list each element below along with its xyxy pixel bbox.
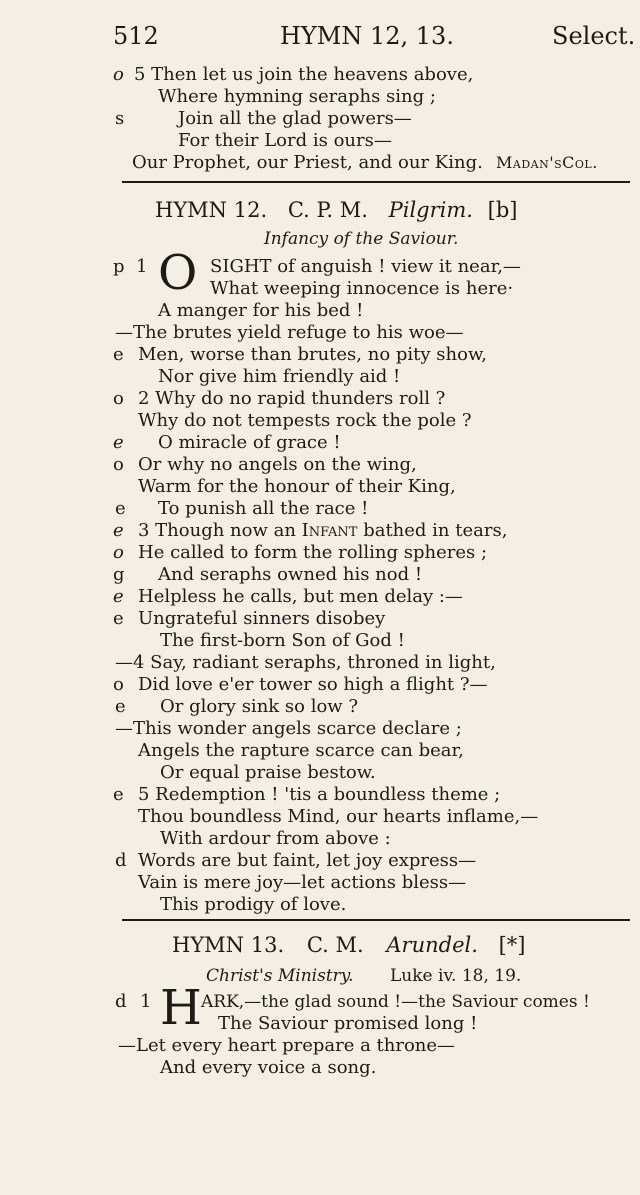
dynamic-mark: d xyxy=(115,850,127,871)
running-title: HYMN 12, 13. xyxy=(280,22,454,50)
dynamic-mark: e xyxy=(113,432,124,453)
verse-line: —4 Say, radiant seraphs, throned in light, xyxy=(115,652,496,673)
hymn-number: HYMN 12. xyxy=(155,198,268,222)
verse-line: O miracle of grace ! xyxy=(158,432,341,453)
hymn-number: HYMN 13. xyxy=(172,933,285,957)
verse-line: Angels the rapture scarce can bear, xyxy=(138,740,464,761)
dynamic-mark: o xyxy=(113,542,124,563)
dynamic-mark: e xyxy=(113,520,124,541)
verse-line: 5 Then let us join the heavens above, xyxy=(134,64,474,85)
verse-line: 5 Redemption ! 'tis a boundless theme ; xyxy=(138,784,501,805)
dynamic-mark: d xyxy=(115,991,127,1012)
hymn-meter: C. M. xyxy=(306,933,364,957)
dynamic-mark: e xyxy=(113,608,124,629)
divider-rule xyxy=(122,181,630,183)
verse-line: And every voice a song. xyxy=(160,1057,377,1078)
verse-line: Our Prophet, our Priest, and our King. xyxy=(132,152,483,173)
verse-line: Nor give him friendly aid ! xyxy=(158,366,401,387)
dynamic-mark: o xyxy=(113,64,124,85)
section-label: Select. xyxy=(552,22,636,50)
verse-line: Vain is mere joy—let actions bless— xyxy=(138,872,467,893)
drop-cap: O xyxy=(158,245,198,301)
hymn-mark: [b] xyxy=(487,198,518,222)
hymn-mark: [*] xyxy=(498,933,526,957)
divider-rule xyxy=(122,919,630,921)
dynamic-mark: o xyxy=(113,674,124,695)
drop-cap: H xyxy=(160,980,202,1036)
verse-line: ARK,—the glad sound !—the Saviour comes ! xyxy=(201,992,590,1012)
dynamic-mark: g xyxy=(113,564,125,585)
verse-line: —The brutes yield refuge to his woe— xyxy=(115,322,464,343)
dynamic-mark: p xyxy=(113,256,125,277)
hymn-tune: Pilgrim. xyxy=(388,198,473,222)
dynamic-mark: o xyxy=(113,454,124,475)
hymn-tune: Arundel. xyxy=(386,933,478,957)
verse-line: Did love e'er tower so high a flight ?— xyxy=(138,674,488,695)
attribution: Madan'sCol. xyxy=(496,153,598,172)
hymn-subtitle: Infancy of the Saviour. xyxy=(264,229,459,249)
verse-line: SIGHT of anguish ! view it near,— xyxy=(210,256,521,277)
verse-line: For their Lord is ours— xyxy=(178,130,392,151)
small-caps-word: Infant xyxy=(301,520,358,541)
verse-line: Join all the glad powers— xyxy=(178,108,412,129)
hymn-subtitle: Christ's Ministry. xyxy=(206,966,354,986)
dynamic-mark: o xyxy=(113,388,124,409)
verse-line: With ardour from above : xyxy=(160,828,391,849)
dynamic-mark: s xyxy=(115,108,125,129)
dynamic-mark: e xyxy=(113,784,124,805)
verse-line: The first-born Son of God ! xyxy=(160,630,405,651)
verse-line: Why do not tempests rock the pole ? xyxy=(138,410,472,431)
verse-line: Helpless he calls, but men delay :— xyxy=(138,586,463,607)
verse-line: —This wonder angels scarce declare ; xyxy=(115,718,462,739)
verse-line: Thou boundless Mind, our hearts inflame,— xyxy=(138,806,539,827)
verse-line: Where hymning seraphs sing ; xyxy=(158,86,436,107)
hymn-meter: C. P. M. xyxy=(287,198,368,222)
verse-line: Words are but faint, let joy express— xyxy=(138,850,477,871)
page-number: 512 xyxy=(113,22,159,50)
verse-line: Men, worse than brutes, no pity show, xyxy=(138,344,487,365)
verse-line: This prodigy of love. xyxy=(160,894,347,915)
scripture-reference: Luke iv. 18, 19. xyxy=(390,966,522,986)
dynamic-mark: e xyxy=(115,696,126,717)
verse-line: What weeping innocence is here· xyxy=(210,278,514,299)
verse-line: The Saviour promised long ! xyxy=(218,1013,478,1034)
verse-line: Warm for the honour of their King, xyxy=(138,476,456,497)
verse-line xyxy=(138,520,507,542)
verse-line: Or equal praise bestow. xyxy=(160,762,376,783)
verse-line: And seraphs owned his nod ! xyxy=(158,564,423,585)
verse-line: Or why no angels on the wing, xyxy=(138,454,417,475)
verse-line: He called to form the rolling spheres ; xyxy=(138,542,488,563)
verse-text: bathed in tears, xyxy=(357,520,508,541)
verse-line: —Let every heart prepare a throne— xyxy=(118,1035,456,1056)
verse-line: 2 Why do no rapid thunders roll ? xyxy=(138,388,446,409)
stanza-number: 1 xyxy=(136,256,148,277)
verse-text: 3 Though now an xyxy=(138,520,296,541)
page-header xyxy=(0,22,640,52)
dynamic-mark: e xyxy=(113,586,124,607)
verse-line: Or glory sink so low ? xyxy=(160,696,359,717)
verse-line: To punish all the race ! xyxy=(158,498,369,519)
verse-line: Ungrateful sinners disobey xyxy=(138,608,386,629)
verse-line: A manger for his bed ! xyxy=(158,300,364,321)
hymn-heading xyxy=(172,933,525,957)
stanza-number: 1 xyxy=(140,991,152,1012)
dynamic-mark: e xyxy=(115,498,126,519)
hymn-heading xyxy=(155,198,517,222)
dynamic-mark: e xyxy=(113,344,124,365)
